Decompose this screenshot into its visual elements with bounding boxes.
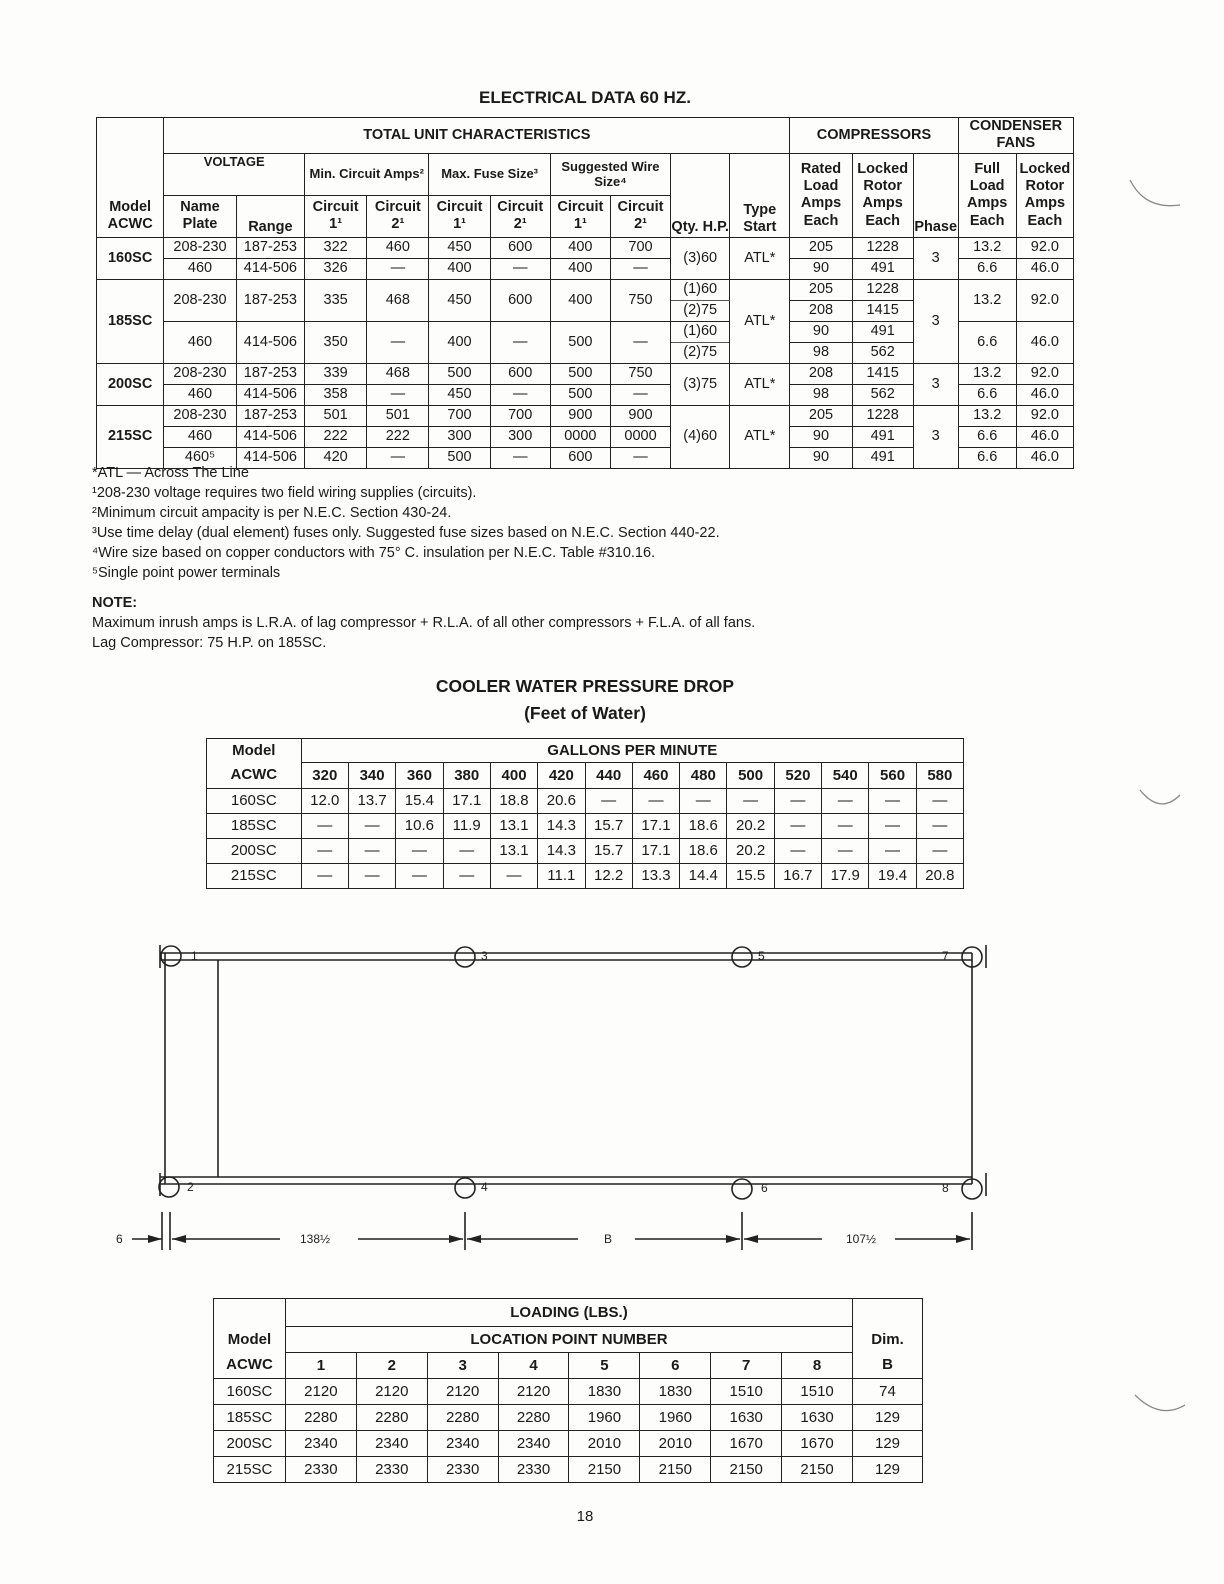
pressure-cell: — [822, 789, 869, 814]
gpm-col-500: 500 [727, 763, 774, 789]
wire-size-header: Suggested Wire Size⁴ [550, 153, 670, 195]
loading-cell: 1670 [711, 1431, 782, 1457]
table-row: 185SC 208-230 187-253 335 468 450 600 400 750 (1)60 ATL* 205 1228 3 13.2 92.0 [97, 279, 1074, 300]
pressure-cell: 20.2 [727, 814, 774, 839]
electrical-title: ELECTRICAL DATA 60 HZ. [479, 88, 691, 107]
pressure-cell: 13.1 [490, 814, 537, 839]
footnote-2: ²Minimum circuit ampacity is per N.E.C. Section 430-24. [92, 505, 452, 521]
type-start-header: Type Start [730, 153, 790, 237]
location-point-header: LOCATION POINT NUMBER [285, 1327, 852, 1353]
pressure-cell: 17.1 [632, 839, 679, 864]
footnote-3: ³Use time delay (dual element) fuses only. Suggested fuse sizes based on N.E.C. Section 440-22. [92, 525, 720, 541]
acwc-label: ACWC [207, 763, 302, 789]
name-plate-header: Name Plate [164, 195, 236, 237]
max-fuse-size-header: Max. Fuse Size³ [429, 153, 550, 195]
compressors-header: COMPRESSORS [790, 118, 958, 154]
pressure-cell: 20.6 [538, 789, 585, 814]
loading-cell: 1670 [782, 1431, 853, 1457]
model-cell: 185SC [214, 1405, 286, 1431]
gpm-col-320: 320 [301, 763, 348, 789]
table-row [214, 1405, 923, 1431]
point-label-8: 8 [942, 1181, 949, 1195]
loading-cell: 1830 [640, 1379, 711, 1405]
loading-cell: 2340 [427, 1431, 498, 1457]
pressure-cell: — [774, 839, 821, 864]
wire-circuit-1-header: Circuit 1¹ [550, 195, 610, 237]
model-cell: 200SC [207, 839, 302, 864]
pressure-cell: 18.6 [680, 839, 727, 864]
location-point-4-marker [455, 1178, 475, 1198]
location-point-col-1: 1 [285, 1353, 356, 1379]
table-row: 460 414-506 358 — 450 — 500 — 98 562 6.6 46.0 [97, 384, 1074, 405]
model-200sc: 200SC [97, 363, 164, 405]
model-185sc: 185SC [97, 279, 164, 363]
location-point-col-7: 7 [711, 1353, 782, 1379]
location-point-col-2: 2 [356, 1353, 427, 1379]
pressure-drop-table [206, 738, 964, 889]
location-point-col-8: 8 [782, 1353, 853, 1379]
pressure-cell: 14.4 [680, 864, 727, 889]
pressure-cell: — [585, 789, 632, 814]
pressure-cell: — [869, 789, 916, 814]
location-point-col-4: 4 [498, 1353, 569, 1379]
table-row: 160SC 208-230 187-253 322 460 450 600 400 700 (3)60 ATL* 205 1228 3 13.2 92.0 [97, 237, 1074, 258]
loading-cell: 1510 [782, 1379, 853, 1405]
table-row [214, 1457, 923, 1483]
pressure-cell: — [869, 814, 916, 839]
loading-cell: 1830 [569, 1379, 640, 1405]
dim-b-cell: 129 [853, 1405, 923, 1431]
loading-cell: 2120 [498, 1379, 569, 1405]
pressure-cell: — [443, 839, 490, 864]
loading-cell: 2120 [285, 1379, 356, 1405]
qty-hp-header: Qty. H.P. [671, 153, 730, 237]
pressure-cell: 13.1 [490, 839, 537, 864]
pressure-cell: 12.0 [301, 789, 348, 814]
point-label-4: 4 [481, 1180, 488, 1194]
pressure-cell: 10.6 [396, 814, 443, 839]
location-point-3-marker [455, 947, 475, 967]
pressure-cell: — [869, 839, 916, 864]
dim-label: Dim. [853, 1327, 923, 1353]
model-label: Model [214, 1327, 286, 1353]
model-cell: 160SC [207, 789, 302, 814]
page-number: 18 [576, 1508, 594, 1525]
pressure-cell: 11.1 [538, 864, 585, 889]
pressure-cell: 17.1 [443, 789, 490, 814]
pressure-cell: 12.2 [585, 864, 632, 889]
location-point-col-5: 5 [569, 1353, 640, 1379]
model-cell: 215SC [214, 1457, 286, 1483]
loading-cell: 2280 [356, 1405, 427, 1431]
pressure-cell: — [301, 839, 348, 864]
pressure-cell: — [490, 864, 537, 889]
dim-left-label: 6 [116, 1232, 123, 1246]
loading-cell: 1960 [640, 1405, 711, 1431]
min-circuit-1-header: Circuit 1¹ [305, 195, 367, 237]
pressure-cell: 13.7 [348, 789, 395, 814]
electrical-data-table [96, 117, 1074, 469]
point-label-1: 1 [191, 949, 198, 963]
table-row: 215SC 208-230 187-253 501 501 700 700 900 900 (4)60 ATL* 205 1228 3 13.2 92.0 [97, 405, 1074, 426]
note-line-1: Maximum inrush amps is L.R.A. of lag compressor + R.L.A. of all other compressors + F.L.A. of all fans. [92, 615, 756, 631]
loading-table [213, 1298, 923, 1483]
gpm-col-360: 360 [396, 763, 443, 789]
fuse-circuit-1-header: Circuit 1¹ [429, 195, 490, 237]
pressure-cell: — [301, 814, 348, 839]
gpm-col-580: 580 [916, 763, 963, 789]
pressure-drop-title: COOLER WATER PRESSURE DROP [435, 676, 735, 696]
loading-cell: 1630 [782, 1405, 853, 1431]
page-edge-marks [1125, 150, 1185, 1450]
loading-cell: 1960 [569, 1405, 640, 1431]
dim-b-label: B [604, 1232, 613, 1246]
gpm-header: GALLONS PER MINUTE [301, 739, 963, 763]
min-circuit-amps-header: Min. Circuit Amps² [305, 153, 429, 195]
pressure-cell: — [680, 789, 727, 814]
pressure-cell: — [396, 839, 443, 864]
model-cell: 215SC [207, 864, 302, 889]
point-label-7: 7 [942, 949, 949, 963]
table-row: 460 414-506 350 — 400 — 500 — (1)60 90 491 6.6 46.0 [97, 321, 1074, 342]
loading-cell: 2010 [569, 1431, 640, 1457]
voltage-header: VOLTAGE [164, 153, 305, 195]
rated-load-amps-header: Rated Load Amps Each [790, 153, 852, 237]
point-label-3: 3 [481, 949, 488, 963]
pressure-cell: — [443, 864, 490, 889]
table-row: (2)75 208 1415 [97, 300, 1074, 321]
table-row [207, 814, 964, 839]
loading-cell: 2340 [285, 1431, 356, 1457]
gpm-col-460: 460 [632, 763, 679, 789]
pressure-cell: — [774, 814, 821, 839]
gpm-col-540: 540 [822, 763, 869, 789]
model-acwc-header: Model ACWC [97, 195, 164, 237]
pressure-cell: — [727, 789, 774, 814]
gpm-col-380: 380 [443, 763, 490, 789]
table-row: 200SC 208-230 187-253 339 468 500 600 500 750 (3)75 ATL* 208 1415 3 13.2 92.0 [97, 363, 1074, 384]
loading-cell: 2280 [498, 1405, 569, 1431]
model-160sc: 160SC [97, 237, 164, 279]
pressure-cell: 17.1 [632, 814, 679, 839]
pressure-cell: — [822, 839, 869, 864]
pressure-cell: — [301, 864, 348, 889]
pressure-cell: — [396, 864, 443, 889]
pressure-drop-subtitle: (Feet of Water) [524, 703, 646, 723]
model-label: Model [207, 739, 302, 763]
wire-circuit-2-header: Circuit 2¹ [610, 195, 670, 237]
locked-rotor-amps-header: Locked Rotor Amps Each [852, 153, 913, 237]
pressure-cell: — [916, 839, 963, 864]
gpm-col-560: 560 [869, 763, 916, 789]
gpm-col-480: 480 [680, 763, 727, 789]
dim-b-cell: 74 [853, 1379, 923, 1405]
pressure-cell: 14.3 [538, 814, 585, 839]
loading-cell: 2280 [427, 1405, 498, 1431]
pressure-cell: — [774, 789, 821, 814]
location-point-5-marker [732, 947, 752, 967]
table-row: (2)75 98 562 [97, 342, 1074, 363]
location-point-diagram [110, 930, 1010, 1260]
loading-cell: 2330 [285, 1457, 356, 1483]
full-load-amps-header: Full Load Amps Each [958, 153, 1016, 237]
pressure-cell: 18.8 [490, 789, 537, 814]
pressure-cell: — [916, 814, 963, 839]
loading-cell: 2330 [498, 1457, 569, 1483]
min-circuit-2-header: Circuit 2¹ [367, 195, 429, 237]
table-row: 460 414-506 326 — 400 — 400 — 90 491 6.6 46.0 [97, 258, 1074, 279]
loading-cell: 2120 [356, 1379, 427, 1405]
dim-c-label: 107½ [846, 1232, 877, 1246]
pressure-cell: 11.9 [443, 814, 490, 839]
point-label-6: 6 [761, 1181, 768, 1195]
location-point-2-marker [159, 1177, 179, 1197]
pressure-cell: 16.7 [774, 864, 821, 889]
gpm-col-440: 440 [585, 763, 632, 789]
footnote-1: ¹208-230 voltage requires two field wiring supplies (circuits). [92, 485, 477, 501]
pressure-cell: 15.4 [396, 789, 443, 814]
dim-b-cell: 129 [853, 1431, 923, 1457]
loading-cell: 2330 [427, 1457, 498, 1483]
loading-cell: 2150 [782, 1457, 853, 1483]
pressure-cell: — [632, 789, 679, 814]
table-row [214, 1379, 923, 1405]
location-point-6-marker [732, 1179, 752, 1199]
loading-cell: 1630 [711, 1405, 782, 1431]
gpm-col-400: 400 [490, 763, 537, 789]
footnote-atl: *ATL — Across The Line [92, 465, 249, 481]
fan-locked-rotor-header: Locked Rotor Amps Each [1016, 153, 1073, 237]
table-row [207, 864, 964, 889]
loading-cell: 2340 [356, 1431, 427, 1457]
model-cell: 200SC [214, 1431, 286, 1457]
model-cell: 185SC [207, 814, 302, 839]
fuse-circuit-2-header: Circuit 2¹ [490, 195, 550, 237]
point-label-2: 2 [187, 1180, 194, 1194]
phase-header: Phase [913, 153, 958, 237]
loading-cell: 2150 [711, 1457, 782, 1483]
pressure-cell: 17.9 [822, 864, 869, 889]
point-label-5: 5 [758, 949, 765, 963]
pressure-cell: 20.2 [727, 839, 774, 864]
loading-cell: 2150 [640, 1457, 711, 1483]
dim-b-cell: 129 [853, 1457, 923, 1483]
total-unit-header: TOTAL UNIT CHARACTERISTICS [164, 118, 790, 154]
loading-cell: 2280 [285, 1405, 356, 1431]
pressure-cell: 20.8 [916, 864, 963, 889]
loading-cell: 2150 [569, 1457, 640, 1483]
pressure-cell: 14.3 [538, 839, 585, 864]
condenser-fans-header: CONDENSER FANS [958, 118, 1073, 154]
pressure-cell: 15.5 [727, 864, 774, 889]
pressure-cell: 15.7 [585, 814, 632, 839]
location-point-col-3: 3 [427, 1353, 498, 1379]
loading-cell: 2330 [356, 1457, 427, 1483]
table-row: 460⁵ 414-506 420 — 500 — 600 — 90 491 6.6 46.0 [97, 447, 1074, 468]
table-row [207, 839, 964, 864]
pressure-cell: 15.7 [585, 839, 632, 864]
dim-b-label: B [853, 1353, 923, 1379]
table-row: 460 414-506 222 222 300 300 0000 0000 90 491 6.6 46.0 [97, 426, 1074, 447]
dim-a-label: 138½ [300, 1232, 331, 1246]
footnote-4: ⁴Wire size based on copper conductors with 75° C. insulation per N.E.C. Table #310.16. [92, 545, 656, 561]
pressure-cell: — [348, 814, 395, 839]
pressure-cell: 19.4 [869, 864, 916, 889]
location-point-1-marker [161, 946, 181, 966]
pressure-cell: — [348, 839, 395, 864]
note-line-2: Lag Compressor: 75 H.P. on 185SC. [92, 635, 327, 651]
pressure-cell: — [822, 814, 869, 839]
range-header: Range [236, 195, 304, 237]
note-label: NOTE: [92, 595, 138, 611]
acwc-label: ACWC [214, 1353, 286, 1379]
location-point-col-6: 6 [640, 1353, 711, 1379]
gpm-col-520: 520 [774, 763, 821, 789]
pressure-cell: — [916, 789, 963, 814]
pressure-cell: 13.3 [632, 864, 679, 889]
loading-cell: 2010 [640, 1431, 711, 1457]
footnote-5: ⁵Single point power terminals [92, 565, 281, 581]
pressure-cell: 18.6 [680, 814, 727, 839]
pressure-cell: — [348, 864, 395, 889]
gpm-col-340: 340 [348, 763, 395, 789]
loading-cell: 2340 [498, 1431, 569, 1457]
gpm-col-420: 420 [538, 763, 585, 789]
model-cell: 160SC [214, 1379, 286, 1405]
loading-header: LOADING (LBS.) [285, 1299, 852, 1327]
loading-cell: 2120 [427, 1379, 498, 1405]
table-row [214, 1431, 923, 1457]
table-row [207, 789, 964, 814]
model-215sc: 215SC [97, 405, 164, 468]
footnotes [92, 463, 755, 653]
loading-cell: 1510 [711, 1379, 782, 1405]
